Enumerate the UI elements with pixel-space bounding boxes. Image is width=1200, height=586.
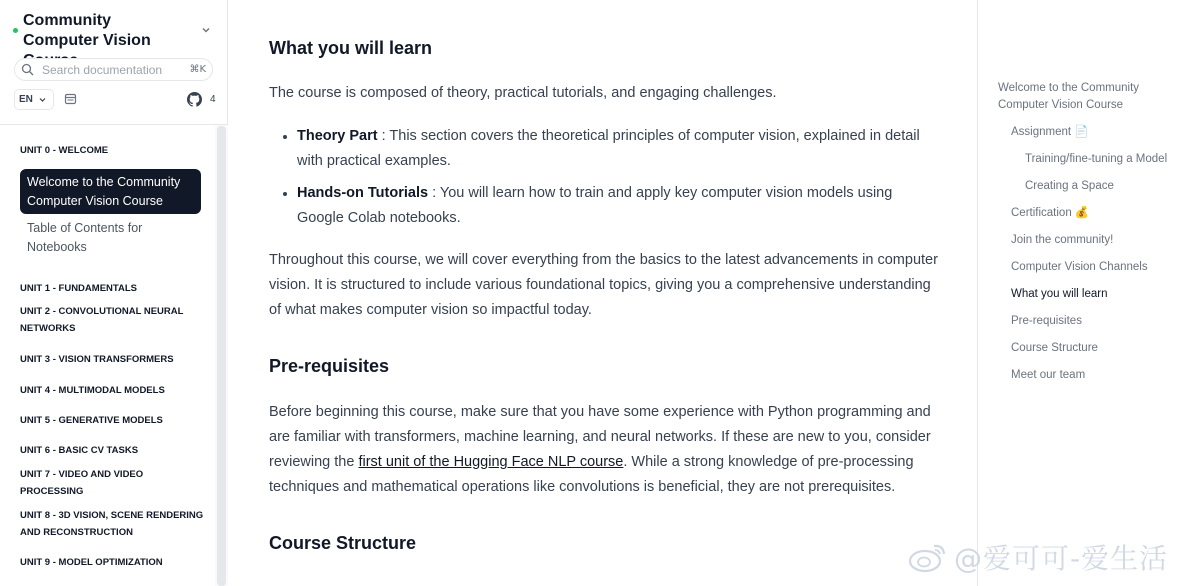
- paragraph-course-composed: The course is composed of theory, practical tutorials, and engaging challenges.: [269, 85, 777, 101]
- table-of-contents: [978, 0, 1200, 586]
- toc-item-join-community[interactable]: Join the community!: [1011, 234, 1114, 246]
- github-icon: [187, 92, 202, 107]
- toc-item-assignment[interactable]: Assignment 📄: [1011, 126, 1089, 138]
- watermark: [908, 537, 1198, 577]
- sidebar-unit-2[interactable]: UNIT 2 - CONVOLUTIONAL NEURAL NETWORKS: [20, 306, 184, 334]
- theory-label: Theory Part: [297, 128, 378, 144]
- sidebar-unit-4[interactable]: UNIT 4 - MULTIMODAL MODELS: [20, 385, 165, 396]
- sidebar-unit-0[interactable]: UNIT 0 - WELCOME: [20, 145, 109, 156]
- toc-item-meet-team[interactable]: Meet our team: [1011, 369, 1086, 381]
- sidebar: [0, 0, 228, 586]
- sidebar-unit-5[interactable]: UNIT 5 - GENERATIVE MODELS: [20, 415, 163, 426]
- weibo-icon: [908, 540, 948, 574]
- prereq-text-b: . While a strong knowledge of pre-processing techniques and mathematical operations like convolutions is beneficial, they are not prerequisites.: [269, 454, 914, 495]
- sidebar-scrollbar-thumb[interactable]: [217, 126, 226, 586]
- paragraph-throughout: Throughout this course, we will cover everything from the basics to the latest advancements in computer vision. It is structured to include various foundational topics, giving you a comprehensive understanding of what makes computer vision so impactful today.: [269, 252, 938, 318]
- hands-on-label: Hands-on Tutorials: [297, 185, 429, 201]
- sidebar-unit-8[interactable]: UNIT 8 - 3D VISION, SCENE RENDERING AND RECONSTRUCTION: [20, 510, 204, 538]
- sidebar-item-welcome[interactable]: Welcome to the Community Computer Vision Course: [20, 169, 201, 214]
- sidebar-unit-3[interactable]: UNIT 3 - VISION TRANSFORMERS: [20, 354, 174, 365]
- search-shortcut: ⌘K: [189, 64, 206, 75]
- nlp-course-link[interactable]: first unit of the Hugging Face NLP course: [358, 454, 624, 470]
- brand-dot: [13, 28, 18, 33]
- toc-item-cv-channels[interactable]: Computer Vision Channels: [1011, 261, 1148, 273]
- course-title[interactable]: Community Computer Vision: [23, 12, 151, 49]
- heading-course-structure: Course Structure: [269, 533, 417, 553]
- sidebar-unit-6[interactable]: UNIT 6 - BASIC CV TASKS: [20, 445, 139, 456]
- search-input[interactable]: [14, 58, 213, 81]
- github-link[interactable]: [187, 92, 216, 107]
- hands-on-text: : You will learn how to train and apply key computer vision models using Google Colab notebooks.: [297, 185, 893, 226]
- paragraph-prerequisites: [269, 400, 939, 500]
- search-placeholder: Search documentation: [42, 62, 163, 77]
- search-icon: [21, 63, 34, 76]
- window-icon[interactable]: [64, 93, 77, 105]
- chevron-down-icon[interactable]: [200, 24, 212, 36]
- theory-text: : This section covers the theoretical principles of computer vision, explained in detail with practical examples.: [297, 128, 920, 169]
- toc-item-certification[interactable]: Certification 💰: [1011, 207, 1090, 219]
- github-count: 4: [210, 94, 216, 105]
- toc-item-what-you-will-learn[interactable]: What you will learn: [1011, 288, 1108, 300]
- language-value: EN: [19, 94, 33, 105]
- list-item-theory: [297, 124, 937, 174]
- main-content: [228, 0, 978, 586]
- language-select[interactable]: [14, 89, 54, 110]
- heading-what-you-will-learn: What you will learn: [269, 38, 433, 58]
- watermark-text: @爱可可-爱生活: [954, 542, 1169, 575]
- toc-item-course-structure[interactable]: Course Structure: [1011, 342, 1098, 354]
- sidebar-item-notebooks[interactable]: Table of Contents for Notebooks: [27, 221, 143, 254]
- chevron-down-icon: [38, 95, 47, 104]
- toc-item-welcome[interactable]: Welcome to the Community Computer Vision Course: [998, 82, 1140, 111]
- list-item-hands-on: [297, 181, 937, 231]
- sidebar-unit-1[interactable]: UNIT 1 - FUNDAMENTALS: [20, 283, 137, 294]
- heading-pre-requisites: Pre-requisites: [269, 356, 390, 376]
- sidebar-unit-7[interactable]: UNIT 7 - VIDEO AND VIDEO PROCESSING: [20, 469, 144, 497]
- sidebar-nav: [0, 125, 228, 586]
- sidebar-unit-9[interactable]: UNIT 9 - MODEL OPTIMIZATION: [20, 557, 163, 568]
- toc-item-pre-requisites[interactable]: Pre-requisites: [1011, 315, 1082, 327]
- toc-item-training[interactable]: Training/fine-tuning a Model: [1025, 153, 1168, 165]
- prereq-text-a: Before beginning this course, make sure that you have some experience with Python programming and are familiar with transformers, machine learning, and neural networks. If these are new to you, consider reviewing the: [269, 404, 931, 470]
- toc-item-creating-space[interactable]: Creating a Space: [1025, 180, 1114, 192]
